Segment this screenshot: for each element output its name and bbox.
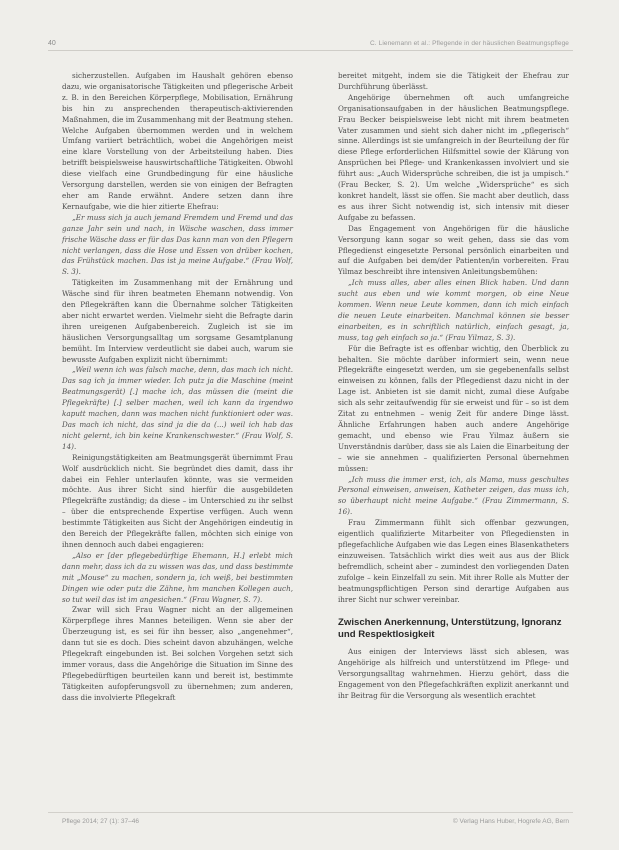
left-column <box>62 71 293 704</box>
interview-quote: „Also er [der pflegebedürftige Ehemann, H.] erlebt mich dann mehr, dass ich da zu wissen was das, und dass bestimmte mit „Mouse“ zu machen, sondern ja, ich weiß, bei bestimmten Dingen wie oder putz die Zähne, hm manchen Kollegen auch, so tut weil das ist im angesichen.“ (Frau Wagner, S. 7). <box>62 550 293 604</box>
section-heading: Zwischen Anerkennung, Unterstützung, Ignoranz und Respektlosigkeit <box>338 617 562 641</box>
header-divider <box>48 50 573 51</box>
interview-quote: „Ich muss die immer erst, ich, als Mama, muss geschultes Personal einweisen, anweisen, Katheter zeigen, das muss ich, so überhaupt nicht meine Aufgabe.“ (Frau Zimmermann, S. 16). <box>338 474 569 517</box>
footer-citation: Pflege 2014; 27 (1): 37–46 <box>62 818 139 825</box>
body-paragraph: Zwar will sich Frau Wagner nicht an der allgemeinen Körperpflege ihres Mannes beteiligen. Wenn sie aber der Überzeugung ist, es sei für ihn besser, also „angenehmer“, dann tut sie es doch. Dies scheint davon abzuhängen, welche Pflegekraft eingebunden ist. Bei solchen Vorgehen setzt sich immer voraus, dass die Angehörige die Situation im Sinne des Pflegebedürftigen beurteilen kann und bereit ist, bestimmte Tätigkeiten aufopferungsvoll zu übernehmen; zum anderen, dass die involvierte Pflegekraft <box>62 605 293 702</box>
body-paragraph: sicherzustellen. Aufgaben im Haushalt gehören ebenso dazu, wie organisatorische Tätigkeiten und pflegerische Arbeit z. B. in den Bereichen Körperpflege, Mobilisation, Ernährung bis hin zu ansprechenden therapeutisch-aktivierenden Maßnahmen, die im Zusammenhang mit der Beatmung stehen. Welche Aufgaben übernommen werden und in welchem Umfang variiert beträchtlich, wobei die Angehörigen meist eine klare Vorstellung von der Arbeitsteilung haben. Dies betrifft beispielsweise hauswirtschaftliche Tätigkeiten. Obwohl diese vielfach eine Grundbedingung für eine häusliche Versorgung darstellen, werden sie von einigen der Befragten eher am Rande erwähnt. Andere setzen dann ihre Kernaufgabe, wie die hier zitierte Ehefrau: <box>62 71 293 211</box>
body-paragraph: Für die Befragte ist es offenbar wichtig, den Überblick zu behalten. Sie möchte darüber informiert sein, wenn neue Pflegekräfte eingesetzt werden, um sie gegebenenfalls selbst einweisen zu können, falls der Pflegedienst dazu nicht in der Lage ist. Anbieten ist sie damit nicht, zumal diese Aufgabe sich als sehr zeitaufwendig für sie erweist und für – so ist dem Zitat zu entnehmen – wenig Zeit für andere Dinge lässt. Ähnliche Erfahrungen haben auch andere Angehörige gemacht, und ebenso wie Frau Yilmaz äußern sie Unverständnis darüber, dass sie als Laien die Einarbeitung der – wie sie annehmen – qualifizierten Personal übernehmen müssen: <box>338 343 569 473</box>
running-title: C. Lienemann et al.: Pflegende in der häuslichen Beatmungspflege <box>370 40 569 47</box>
body-paragraph: Angehörige übernehmen oft auch umfangreiche Organisationsaufgaben in der häuslichen Beatmungspflege. Frau Becker beispielsweise lebt nicht mit ihrem beatmeten Vater zusammen und sieht sich daher nicht im „pflegerisch“ sinne. Allerdings ist sie umfangreich in der Beurteilung der für diese Pflege erforderlichen Hilfsmittel sowie der Klärung von Ansprüchen bei Pflege- und Krankenkassen involviert und sie führt aus: „Auch Widersprüche schreiben, die ist ja umpisch.“ (Frau Becker, S. 2). Um welche „Widersprüche“ es sich konkret handelt, lässt sie offen. Sie macht aber deutlich, dass es aus ihrer Sicht notwendig ist, sich intensiv mit dieser Aufgabe zu befassen. <box>338 92 569 222</box>
body-paragraph: bereitet mitgeht, indem sie die Tätigkeit der Ehefrau zur Durchführung überlässt. <box>338 71 569 91</box>
interview-quote: „Ich muss alles, aber alles einen Blick haben. Und dann sucht aus eben und wie kommt morgen, ob eine Neue kommen. Wenn neue Leute kommen, dann ich mich einfach die neuen Leute einarbeiten. Manchmal können sie besser einarbeiten, es in schriftlich natürlich, einfach gesagt, ja, muss, tag geh einfach so ja.“ (Frau Yilmaz, S. 3). <box>338 278 569 342</box>
interview-quote: „Weil wenn ich was falsch mache, denn, das mach ich nicht. Das sag ich ja immer wieder. Ich putz ja die Maschine (meint Beatmungsgerät) [.] mache ich, das müssen die (meint die Pflegekräfte) [.] selber machen, weil ich kann da irgendwo kaputt machen, dann was machen nicht funktioniert oder was. Das mach ich nicht, das sind ja die da (...) weil ich hab das nicht gelernt, ich bin keine Krankenschwester.“ (Frau Wolf, S. 14). <box>62 365 293 451</box>
footer-publisher: © Verlag Hans Huber, Hogrefe AG, Bern <box>452 818 569 825</box>
body-paragraph: Das Engagement von Angehörigen für die häusliche Versorgung kann sogar so weit gehen, dass sie das vom Pflegedienst eingesetzte Personal persönlich einarbeiten und auf die Aufgaben bei dem/der Patienten/in vorbereiten. Frau Yilmaz beschreibt ihre intensiven Anleitungsbemühen: <box>338 223 569 277</box>
body-paragraph: Aus einigen der Interviews lässt sich ablesen, was Angehörige als hilfreich und unterstützend im Pflege- und Versorgungsalltag wahrnehmen. Hierzu gehört, dass die Engagement von den Pflegefachkräften explizit anerkannt und ihr Beitrag für die Versorgung als wesentlich erachtet <box>338 647 569 701</box>
page-number: 40 <box>48 40 56 47</box>
body-paragraph: Frau Zimmermann fühlt sich offenbar gezwungen, eigentlich qualifizierte Mitarbeiter von Pflegediensten in pflegefachliche Aufgaben wie das Legen eines Blasenkatheters einzuweisen. Tatsächlich wirkt dies weit aus aus der Blick befremdlich, scheint aber – zumindest den vorliegenden Daten zufolge – kein Einzelfall zu sein. Mit ihrer Rolle als Mutter der beatmungspflichtigen Person sind derartige Aufgaben aus ihrer Sicht nur schwer vereinbar. <box>338 518 569 604</box>
body-paragraph: Tätigkeiten im Zusammenhang mit der Ernährung und Wäsche sind für ihren beatmeten Ehemann notwendig. Von den Pflegekräften kann die Übernahme solcher Tätigkeiten aber nicht erwartet werden. Vielmehr sieht die Befragte darin ihren ureigenen Aufgabenbereich. Zugleich ist sie im häuslichen Versorgungsalltag um sorgsame Gesamtplanung bemüht. Im Interview verdeutlicht sie dabei auch, warum sie bewusste Aufgaben explizit nicht übernimmt: <box>62 278 293 364</box>
right-column <box>338 71 569 702</box>
footer-divider <box>48 812 573 813</box>
interview-quote: „Er muss sich ja auch jemand Fremdem und Fremd und das ganze Jahr sein und nach, in Wäsche waschen, dass immer frische Wäsche dass er für das Das kann man von den Pflegern nicht verlangen, dass die Hose und Essen von drüber kochen, das Frühstück machen. Das ist ja meine Aufgabe.“ (Frau Wolf, S. 3). <box>62 212 293 277</box>
body-paragraph: Reinigungstätigkeiten am Beatmungsgerät übernimmt Frau Wolf ausdrücklich nicht. Sie begründet dies damit, dass ihr dabei ein Fehler unterlaufen könnte, was sie vermeiden möchte. Aus ihrer Sicht sind hierfür die ausgebildeten Pflegekräfte zuständig; da diese – im Unterschied zu ihr selbst – über die entsprechende Expertise verfügen. Auch wenn bestimmte Tätigkeiten aus Sicht der Angehörigen eindeutig in den Bereich der Pflegekräfte fallen, möchten sich einige von ihnen dennoch auch dabei engagieren: <box>62 452 293 549</box>
